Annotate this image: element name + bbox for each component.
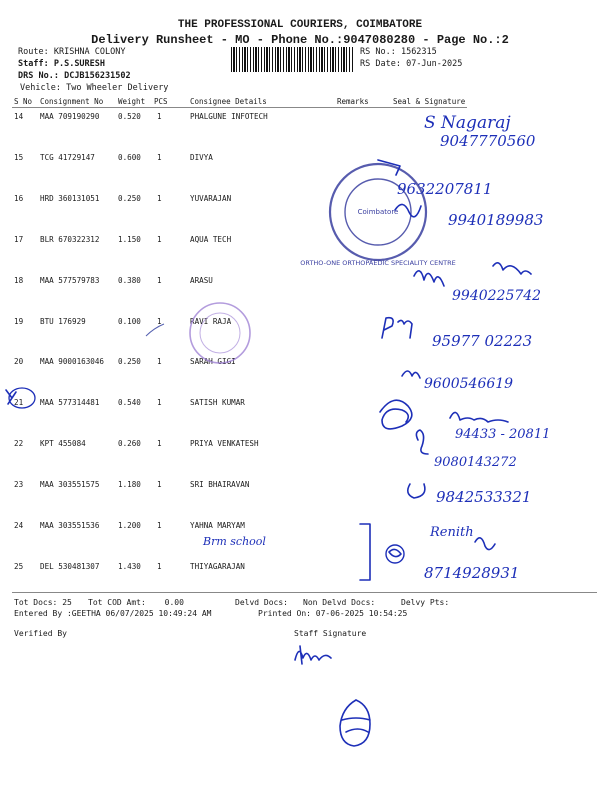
row-consignee: PHALGUNE INFOTECH (190, 112, 268, 121)
staff-signature-label: Staff Signature (294, 629, 367, 638)
r22-signature-2 (416, 430, 428, 454)
vehicle-label: Vehicle: (20, 83, 61, 93)
row-consignment-no: BLR 670322312 (40, 235, 100, 244)
row-sno: 18 (14, 276, 24, 285)
row-weight: 0.380 (118, 276, 141, 285)
row-pcs: 1 (157, 357, 162, 366)
row-consignment-no: TCG 41729147 (40, 153, 95, 162)
row-consignment-no: MAA 577314481 (40, 398, 100, 407)
row-consignment-no: MAA 303551575 (40, 480, 100, 489)
row-consignment-no: MAA 577579783 (40, 276, 100, 285)
drs-label: DRS No.: (18, 71, 59, 81)
drs-value: DCJB156231502 (64, 71, 131, 81)
row-consignee: PRIYA VENKATESH (190, 439, 259, 448)
row-consignee: YUVARAJAN (190, 194, 232, 203)
rs-no-label: RS No.: (360, 47, 396, 57)
r24-signature (475, 538, 495, 550)
col-consignment: Consignment No (40, 97, 104, 106)
col-sno: S No (14, 97, 33, 106)
row-sno: 19 (14, 317, 24, 326)
row-consignment-no: MAA 303551536 (40, 521, 100, 530)
vehicle-value: Two Wheeler Delivery (66, 83, 169, 93)
row-weight: 1.180 (118, 480, 141, 489)
printed-on: Printed On: 07-06-2025 10:54:25 (258, 609, 408, 618)
r24-circle-mark (389, 549, 401, 556)
row-sno: 24 (14, 521, 24, 530)
route-value: KRISHNA COLONY (53, 47, 126, 57)
entered-by: Entered By :GEETHA 06/07/2025 10:49:24 AM (14, 609, 212, 618)
row-pcs: 1 (157, 398, 162, 407)
r16-phone: 9940189983 (448, 211, 544, 229)
verified-by: Verified By (14, 629, 67, 638)
r14-phone: 9047770560 (440, 132, 536, 150)
row-pcs: 1 (157, 317, 162, 326)
non-delvd-docs: Non Delvd Docs: (303, 598, 376, 607)
r23-signature (408, 484, 425, 498)
row-weight: 1.200 (118, 521, 141, 530)
r24-bracket (360, 524, 370, 580)
row-sno: 16 (14, 194, 24, 203)
row-pcs: 1 (157, 112, 162, 121)
staff-value: P.S.SURESH (53, 59, 106, 69)
r22-signature (450, 412, 508, 422)
r18-signature-1 (414, 271, 444, 286)
row-sno: 23 (14, 480, 24, 489)
delvy-pts: Delvy Pts: (401, 598, 450, 607)
r24-name: Renith (430, 525, 474, 540)
r22-phone-2: 9080143272 (434, 455, 517, 470)
row-sno: 17 (14, 235, 24, 244)
row-consignment-no: DEL 530481307 (40, 562, 100, 571)
small-stamp (190, 303, 250, 363)
r14-signature: S Nagaraj (424, 113, 511, 133)
tot-docs (14, 598, 72, 607)
row-pcs: 1 (157, 521, 162, 530)
row-consignee: RAVI RAJA (190, 317, 232, 326)
row-consignee: ARASU (190, 276, 213, 285)
delvd-docs: Delvd Docs: (235, 598, 288, 607)
runsheet-title: Delivery Runsheet - MO - Phone No.:9047080280 - Page No.:2 (91, 33, 509, 47)
company-name: THE PROFESSIONAL COURIERS, COIMBATORE (177, 19, 423, 31)
col-pcs: PCS (154, 97, 168, 106)
row-consignee: SARAH GIGI (190, 357, 236, 366)
rs-no-value: 1562315 (400, 47, 437, 57)
row-weight: 0.600 (118, 153, 141, 162)
footer-rule (12, 592, 597, 593)
tot-cod (88, 598, 184, 607)
row-pcs: 1 (157, 480, 162, 489)
row-consignee: AQUA TECH (190, 235, 232, 244)
r23-phone: 9842533321 (436, 488, 532, 506)
tot-cod-value: 0.00 (164, 598, 184, 607)
staff-label: Staff: (18, 59, 49, 69)
row-consignee: YAHNA MARYAM (190, 521, 245, 530)
row-pcs: 1 (157, 194, 162, 203)
rs-date-label: RS Date: (360, 59, 401, 69)
col-consignee: Consignee Details (190, 97, 267, 106)
r19-signature (382, 318, 412, 338)
row-consignment-no: MAA 9000163046 (40, 357, 105, 366)
row-weight: 0.520 (118, 112, 141, 121)
col-remarks: Remarks (337, 97, 369, 106)
row-consignment-no: KPT 455084 (40, 439, 86, 448)
row-weight: 0.100 (118, 317, 141, 326)
r19-phone: 95977 02223 (432, 332, 533, 350)
col-seal-signature: Seal & Signature (393, 97, 466, 106)
row-weight: 0.250 (118, 357, 141, 366)
r20-signature (402, 371, 420, 378)
r16-signature (395, 204, 421, 216)
stamp-center-text: Coimbatore (357, 208, 399, 216)
row-pcs: 1 (157, 235, 162, 244)
row-pcs: 1 (157, 153, 162, 162)
r20-phone: 9600546619 (424, 376, 514, 392)
row-weight: 0.260 (118, 439, 141, 448)
tot-docs-label: Tot Docs: (14, 598, 58, 607)
r22-phone: 94433 - 20811 (455, 427, 551, 442)
tot-cod-label: Tot COD Amt: (88, 598, 146, 607)
rs-date-value: 07-Jun-2025 (406, 59, 463, 69)
row-sno: 21 (14, 398, 24, 407)
row-pcs: 1 (157, 276, 162, 285)
row-consignee: THIYAGARAJAN (190, 562, 245, 571)
staff-signature-scribble (295, 646, 331, 664)
row-weight: 0.540 (118, 398, 141, 407)
row-consignee: SRI BHAIRAVAN (190, 480, 250, 489)
row-sno: 20 (14, 357, 24, 366)
col-weight: Weight (118, 97, 146, 106)
r19-mark (146, 324, 164, 336)
r18-phone: 9940225742 (452, 288, 542, 304)
bottom-scribble (340, 700, 370, 746)
row-consignee: SATISH KUMAR (190, 398, 245, 407)
row-consignment-no: BTU 176929 (40, 317, 86, 326)
row-consignment-no: HRD 360131051 (40, 194, 100, 203)
tot-docs-value: 25 (62, 598, 72, 607)
row-consignment-no: MAA 709190290 (40, 112, 100, 121)
row-weight: 0.250 (118, 194, 141, 203)
r18-signature-2 (493, 263, 531, 274)
row-consignee: DIVYA (190, 153, 213, 162)
row-sno: 15 (14, 153, 24, 162)
row-sno: 25 (14, 562, 24, 571)
row-weight: 1.430 (118, 562, 141, 571)
r21-signature (380, 400, 412, 429)
route-label: Route: (18, 47, 49, 57)
r24-remark: Brm school (203, 535, 266, 548)
stamp-ring-text: ORTHO-ONE ORTHOPAEDIC SPECIALITY CENTRE (300, 259, 456, 267)
row-pcs: 1 (157, 562, 162, 571)
row-sno: 22 (14, 439, 24, 448)
row-sno: 14 (14, 112, 24, 121)
r15-phone: 9632207811 (397, 180, 493, 198)
row-pcs: 1 (157, 439, 162, 448)
row-weight: 1.150 (118, 235, 141, 244)
r25-phone: 8714928931 (424, 564, 520, 582)
